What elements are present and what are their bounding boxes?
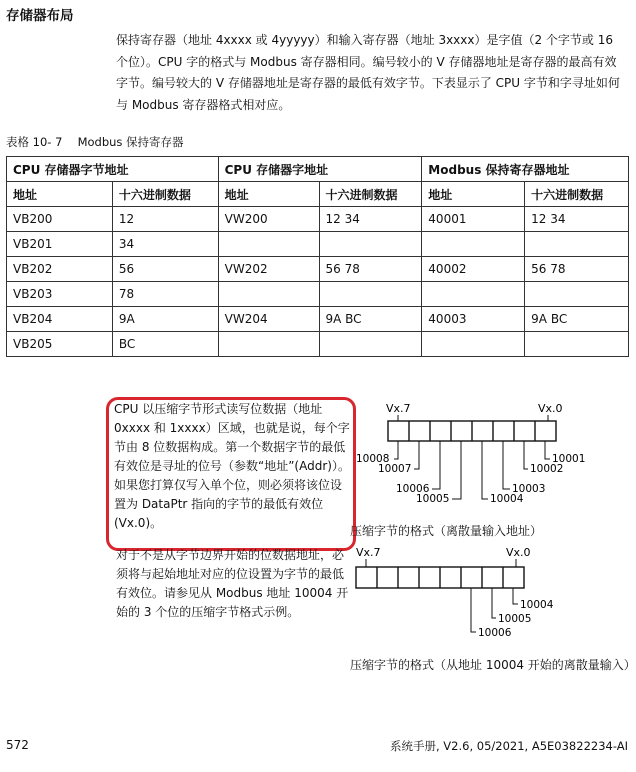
table-row — [7, 207, 629, 232]
bit-label: 10004 — [490, 493, 524, 505]
table-cell: 12 34 — [525, 207, 629, 232]
table-column-header: 地址 — [7, 182, 113, 207]
table-row — [7, 232, 629, 257]
bit-label: 10006 — [478, 627, 512, 639]
bit-label: 10004 — [520, 599, 554, 611]
bit-label: 10007 — [378, 463, 412, 475]
table-cell: VB204 — [7, 307, 113, 332]
table-cell: 56 — [112, 257, 218, 282]
bit-label: 10005 — [416, 493, 450, 505]
packed-byte-paragraph: CPU 以压缩字节形式读写位数据（地址 0xxxx 和 1xxxx）区域，也就是说，每个字节由 8 位数据构成。第一个数据字节的最低有效位是寻址的位号（参数“地址”(Addr)）。如果您打算仅写入单个位，则必须将该位设置为 DataPtr 指向的字节的最低有效位 (Vx.0)。 — [114, 402, 350, 530]
table-cell: 56 78 — [525, 257, 629, 282]
table-column-header: 地址 — [422, 182, 525, 207]
bit-label: 10008 — [356, 453, 390, 465]
table-cell — [525, 282, 629, 307]
section-title: 存储器布局 — [6, 8, 74, 24]
table-cell — [218, 332, 319, 357]
table-cell: VW200 — [218, 207, 319, 232]
table-cell: VB203 — [7, 282, 113, 307]
lsb-label: Vx.0 — [538, 402, 563, 415]
table-cell: 40002 — [422, 257, 525, 282]
table-cell: VW204 — [218, 307, 319, 332]
table-cell: 34 — [112, 232, 218, 257]
table-cell — [422, 232, 525, 257]
table-cell — [525, 332, 629, 357]
table-cell: 40001 — [422, 207, 525, 232]
page-number: 572 — [6, 738, 29, 752]
table-column-header: 十六进制数据 — [525, 182, 629, 207]
table-cell — [218, 282, 319, 307]
table-row — [7, 307, 629, 332]
table-cell: 9A BC — [525, 307, 629, 332]
table-cell: VW202 — [218, 257, 319, 282]
table-cell: BC — [112, 332, 218, 357]
bit-label: 10003 — [512, 483, 546, 495]
diagram2-caption: 压缩字节的格式（从地址 10004 开始的离散量输入） — [350, 658, 636, 672]
table-row — [7, 282, 629, 307]
table-cell: 9A — [112, 307, 218, 332]
bit-label: 10006 — [396, 483, 430, 495]
intro-paragraph: 保持寄存器（地址 4xxxx 或 4yyyyy）和输入寄存器（地址 3xxxx）是字值（2 个字节或 16 个位）。CPU 字的格式与 Modbus 寄存器相同。编号较小的 V 存储器地址是寄存器的最高有效字节。编号较大的 V 存储器地址是寄存器的最低有效字节。下表显示了 CPU 字节和字寻址如何与 Modbus 寄存器格式相对应。 — [116, 33, 620, 112]
table-cell — [525, 232, 629, 257]
table-cell — [319, 232, 422, 257]
bit-label: 10005 — [498, 613, 532, 625]
table-row — [7, 332, 629, 357]
table-cell: 56 78 — [319, 257, 422, 282]
bit-cells — [356, 567, 524, 588]
bit-boundary-paragraph: 对于不是从字节边界开始的位数据地址，必须将与起始地址对应的位设置为字节的最低有效位。请参见从 Modbus 地址 10004 开始的 3 个位的压缩字节格式示例。 — [116, 548, 349, 619]
table-cell: 40003 — [422, 307, 525, 332]
lsb-label: Vx.0 — [506, 546, 531, 559]
table-group-header: CPU 存储器字节地址 — [7, 157, 219, 182]
table-column-header: 十六进制数据 — [319, 182, 422, 207]
table-cell: VB200 — [7, 207, 113, 232]
msb-label: Vx.7 — [386, 402, 411, 415]
table-cell — [319, 282, 422, 307]
table-row — [7, 257, 629, 282]
table-caption: 表格 10- 7 Modbus 保持寄存器 — [6, 135, 184, 149]
bit-label: 10001 — [552, 453, 586, 465]
bit-label: 10002 — [530, 463, 564, 475]
table-group-header: Modbus 保持寄存器地址 — [422, 157, 629, 182]
table-cell: 78 — [112, 282, 218, 307]
table-cell — [319, 332, 422, 357]
document-info: 系统手册, V2.6, 05/2021, A5E03822234-AI — [389, 739, 628, 753]
packed-byte-diagram-2 — [352, 540, 602, 648]
table-cell — [422, 332, 525, 357]
diagram1-caption: 压缩字节的格式（离散量输入地址） — [350, 524, 543, 538]
packed-byte-diagram-1 — [352, 398, 602, 516]
leader-lines — [471, 588, 518, 632]
table-cell: VB202 — [7, 257, 113, 282]
modbus-holding-register-table — [6, 156, 629, 357]
table-group-header: CPU 存储器字地址 — [218, 157, 422, 182]
table-cell — [218, 232, 319, 257]
table-cell — [422, 282, 525, 307]
msb-label: Vx.7 — [356, 546, 381, 559]
table-cell: 12 34 — [319, 207, 422, 232]
bit-cells — [388, 421, 556, 441]
table-cell: 9A BC — [319, 307, 422, 332]
table-column-header: 地址 — [218, 182, 319, 207]
table-cell: 12 — [112, 207, 218, 232]
table-cell: VB201 — [7, 232, 113, 257]
table-column-header: 十六进制数据 — [112, 182, 218, 207]
table-cell: VB205 — [7, 332, 113, 357]
